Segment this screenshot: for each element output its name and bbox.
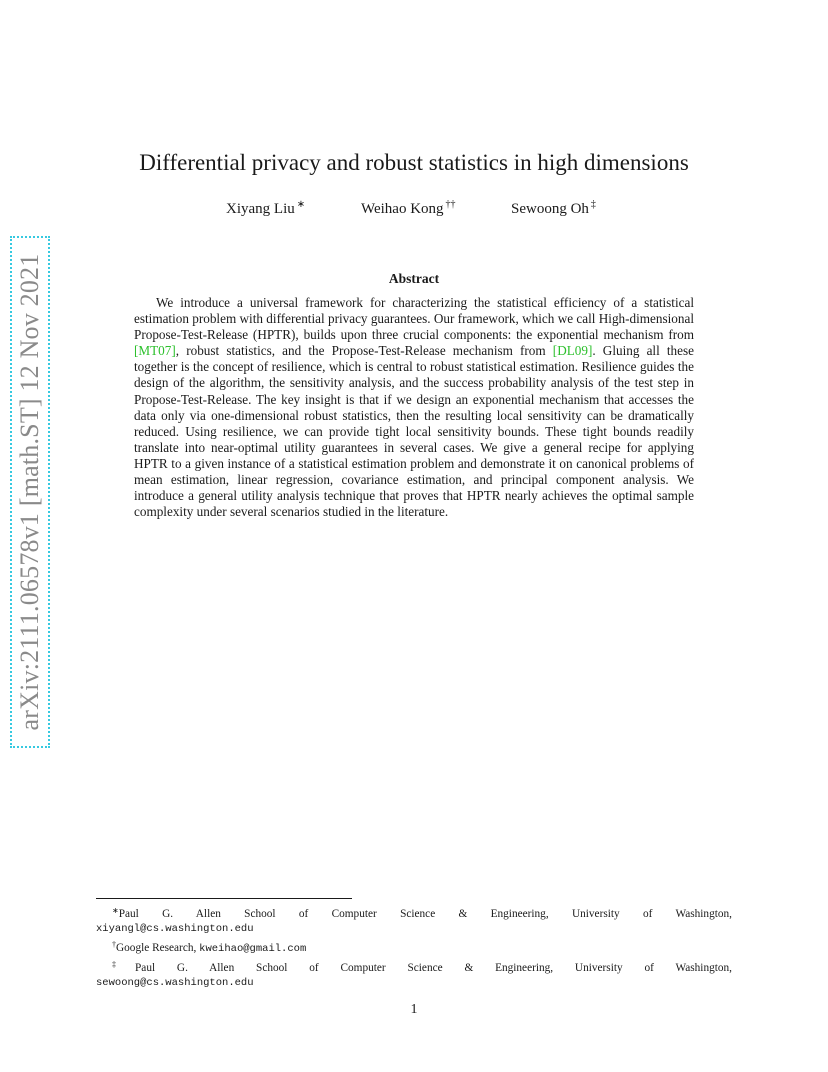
page-number: 1 <box>410 1002 418 1017</box>
author-1 <box>226 199 305 218</box>
arxiv-stamp <box>10 236 50 748</box>
arxiv-identifier: arXiv:2111.06578v1 [math.ST] 12 Nov 2021 <box>15 253 44 731</box>
footnote-2 <box>96 937 732 957</box>
author-list <box>0 199 828 219</box>
author-mark: ∗ <box>296 199 306 210</box>
footnote-email[interactable]: sewoong@cs.washington.edu <box>96 977 254 989</box>
footnote-line <box>96 957 732 976</box>
author-name: Sewoong Oh <box>511 201 589 217</box>
author-name: Xiyang Liu <box>226 201 295 217</box>
footnote-email[interactable]: kweihao@gmail.com <box>199 943 307 955</box>
footnote-text: Google Research, <box>116 942 200 954</box>
footnotes <box>96 903 732 991</box>
abstract-body <box>134 295 694 520</box>
footnote-text: Paul G. Allen School of Computer Science & Engineering, University of Washington, <box>135 962 732 974</box>
author-3 <box>511 199 596 218</box>
abstract-text: . Gluing all these together is the concept of resilience, which is central to robust statistical estimation. Resilience guides the design of the algorithm, the sensitivity analysis, and the success probability analysis of the test step in Propose-Test-Release. The key insight is that if we design an exponential mechanism that accesses the data only via one-dimensional robust statistics, then the resulting local sensitivity can be dramatically reduced. Using resilience, we can provide tight local sensitivity bounds. These tight bounds readily translate into near-optimal utility guarantees in several cases. We give a general recipe for applying HPTR to a given instance of a statistical estimation problem and demonstrate it on canonical problems of mean estimation, linear regression, covariance estimation, and principal component analysis. We introduce a general utility analysis technique that proves that HPTR nearly achieves the optimal sample complexity under several scenarios studied in the literature. <box>134 343 694 520</box>
footnote-line <box>96 903 732 922</box>
author-name: Weihao Kong <box>361 201 444 217</box>
footnote-1 <box>96 903 732 937</box>
footnote-email[interactable]: xiyangl@cs.washington.edu <box>96 923 254 935</box>
abstract-heading: Abstract <box>388 271 440 286</box>
abstract-text: , robust statistics, and the Propose-Test-Release mechanism from <box>175 343 553 359</box>
paper-title: Differential privacy and robust statistics in high dimensions <box>139 150 689 175</box>
footnote-rule <box>96 898 352 899</box>
footnote-text: Paul G. Allen School of Computer Science & Engineering, University of Washington, <box>118 908 732 920</box>
citation-link[interactable]: [MT07] <box>134 343 176 359</box>
author-mark: †† <box>445 199 456 210</box>
footnote-3 <box>96 957 732 991</box>
author-2 <box>361 199 456 218</box>
citation-link[interactable]: [DL09] <box>552 343 593 359</box>
footnote-mark: ‡ <box>112 960 136 969</box>
author-mark: ‡ <box>590 199 596 210</box>
abstract-text: We introduce a universal framework for characterizing the statistical efficiency of a statistical estimation problem with differential privacy guarantees. Our framework, which we call High-dimensional Propose-Test-Release (HPTR), builds upon three crucial components: the exponential mechanism from <box>134 295 694 343</box>
footnote-mark: ∗ <box>112 906 119 915</box>
footnote-mark: † <box>112 940 116 949</box>
